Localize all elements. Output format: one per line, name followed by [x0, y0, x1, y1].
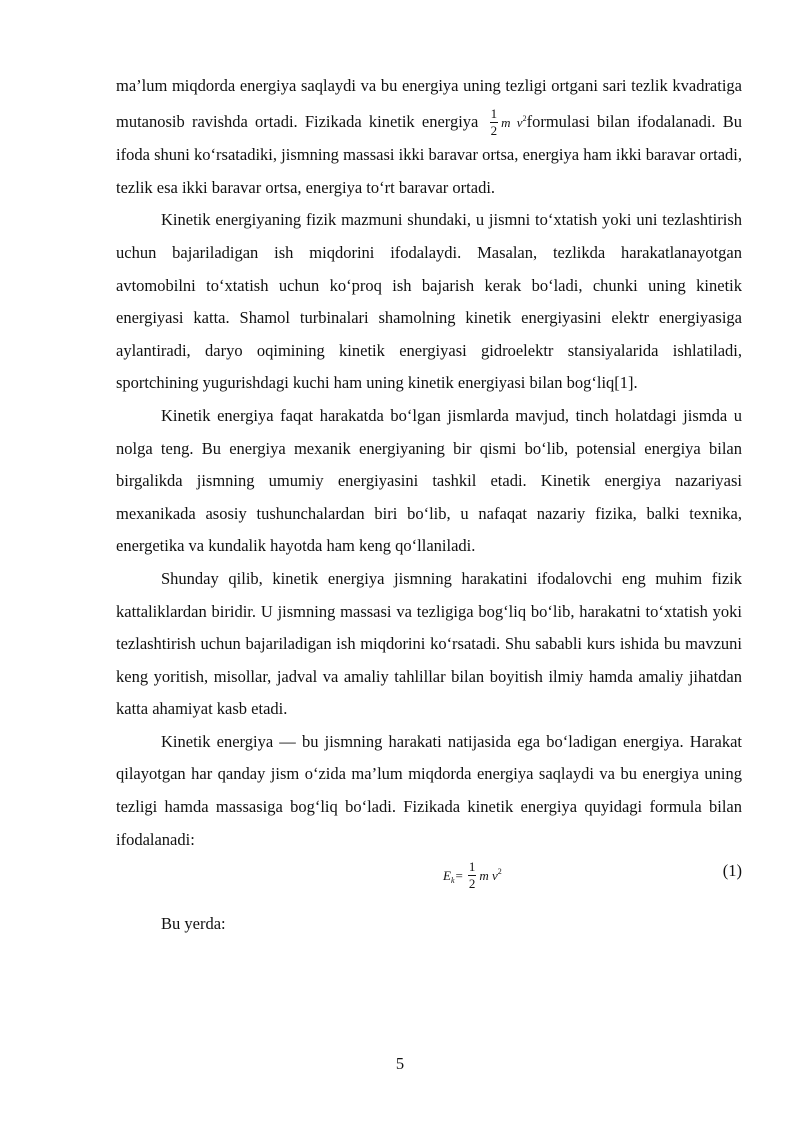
- inline-fraction-numerator: 1: [490, 106, 498, 122]
- paragraph-1-start: ma’lum miqdorda energiya saqlaydi va bu energiya uning tezligi ortgani sari tezlik kvadratiga mutanosib ravishda ortadi. Fizikada kinetik energiya: [116, 76, 742, 131]
- inline-formula-power: 2: [522, 113, 527, 123]
- kinetic-energy-formula: [443, 860, 502, 891]
- equation-row: [116, 856, 742, 908]
- formula-lhs-symbol: E: [443, 867, 451, 883]
- paragraph-5: Kinetik energiya — bu jismning harakati natijasida ega bo‘ladigan energiya. Harakat qilayotgan har qanday jism o‘zida ma’lum miqdorda energiya saqlaydi va bu energiya uning tezligi hamda massasiga bog‘liq bo‘ladi. Fizikada kinetik energiya quyidagi formula bilan ifodalanadi:: [116, 731, 742, 849]
- formula-equals: =: [455, 867, 463, 883]
- paragraph-3: Kinetik energiya faqat harakatda bo‘lgan jismlarda mavjud, tinch holatdagi jismda u nolga teng. Bu energiya mexanik energiyaning bir qismi bo‘lib, potensial energiya bilan birgalikda jismning umumiy energiyasini tashkil etadi. Kinetik energiya nazariyasi mexanikada asosiy tushunchalardan biri bo‘lib, u nafaqat nazariy fizika, balki texnika, energetika va kundalik hayotda ham keng qo‘llaniladi.: [116, 405, 742, 556]
- formula-mv: [479, 868, 501, 883]
- formula-mv-text: m v: [479, 867, 498, 883]
- body-text: [116, 70, 742, 941]
- paragraph-4: Shunday qilib, kinetik energiya jismning harakatini ifodalovchi eng muhim fizik kattaliklardan biridir. U jismning massasi va tezligiga bog‘liq bo‘lib, harakatni to‘xtatish yoki tezlashtirish uchun bajariladigan ish miqdorini ko‘rsatadi. Shu sababli kurs ishida bu mavzuni keng yoritish, misollar, jadval va amaliy tahlillar bilan boyitish ilmiy hamda amaliy jihatdan katta ahamiyat kasb etadi.: [116, 568, 742, 719]
- formula-lhs-subscript: k: [450, 875, 455, 885]
- inline-fraction: [490, 107, 499, 138]
- paragraph-1-end: formulasi bilan ifodalanadi. Bu ifoda shuni ko‘rsatadiki, jismning massasi ikki baravar ortsa, energiya ham ikki baravar ortadi, tezlik esa ikki baravar ortsa, energiya to‘rt baravar ortadi.: [116, 111, 742, 197]
- formula-power: 2: [497, 866, 502, 876]
- formula-lhs: [443, 868, 455, 883]
- formula-fraction-numerator: 1: [468, 859, 476, 875]
- paragraph-6: Bu yerda:: [161, 914, 226, 934]
- equation-number: (1): [722, 861, 742, 881]
- inline-formula-mv: [501, 115, 526, 130]
- page-number: 5: [395, 1054, 405, 1073]
- formula-fraction-denominator: 2: [468, 876, 476, 892]
- inline-formula-mv-text: m v: [501, 114, 523, 130]
- formula-fraction: [468, 860, 477, 891]
- paragraph-2: Kinetik energiyaning fizik mazmuni shundaki, u jismni to‘xtatish yoki uni tezlashtirish uchun bajariladigan ish miqdorini ifodalaydi. Masalan, tezlikda harakatlanayotgan avtomobilni to‘xtatish uchun ko‘proq ish bajarish kerak bo‘ladi, chunki uning kinetik energiyasi katta. Shamol turbinalari shamolning kinetik energiyasini elektr energiyasiga aylantiradi, daryo oqimining kinetik energiyasi gidroelektr stansiyalarida ishlatiladi, sportchining yugurishdagi kuchi ham uning kinetik energiyasi bilan bog‘liq[1].: [116, 210, 742, 393]
- inline-fraction-denominator: 2: [490, 123, 498, 139]
- paragraph-1: [116, 70, 742, 204]
